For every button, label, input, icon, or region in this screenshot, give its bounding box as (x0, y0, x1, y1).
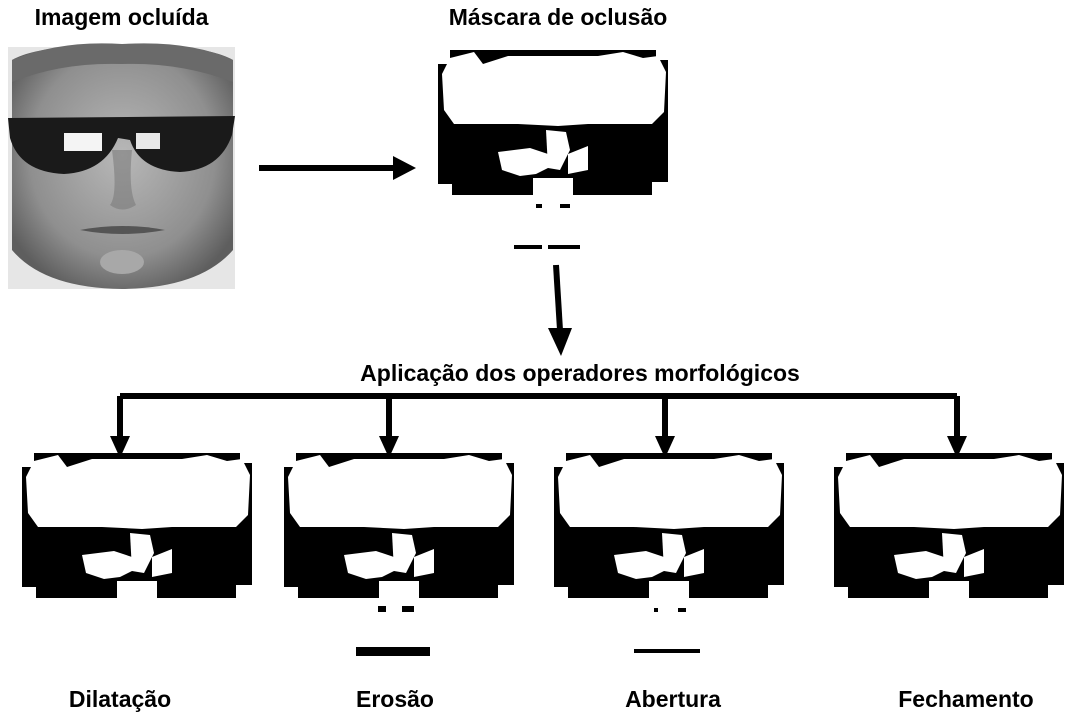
dilation-result-mask (22, 453, 254, 603)
closing-result-mask (834, 453, 1066, 603)
dilation-label: Dilatação (68, 686, 172, 712)
morphological-operators-label: Aplicação dos operadores morfológicos (360, 360, 800, 386)
opening-result-mask (554, 453, 786, 663)
occlusion-mask-label: Máscara de oclusão (448, 4, 668, 30)
erosion-label: Erosão (356, 686, 434, 712)
arrow-mask-to-operators (556, 265, 560, 330)
occlusion-mask (438, 50, 670, 260)
occluded-image-label: Imagem ocluída (34, 4, 209, 30)
closing-label: Fechamento (898, 686, 1034, 712)
opening-label: Abertura (625, 686, 721, 712)
erosion-result-mask (284, 453, 516, 663)
